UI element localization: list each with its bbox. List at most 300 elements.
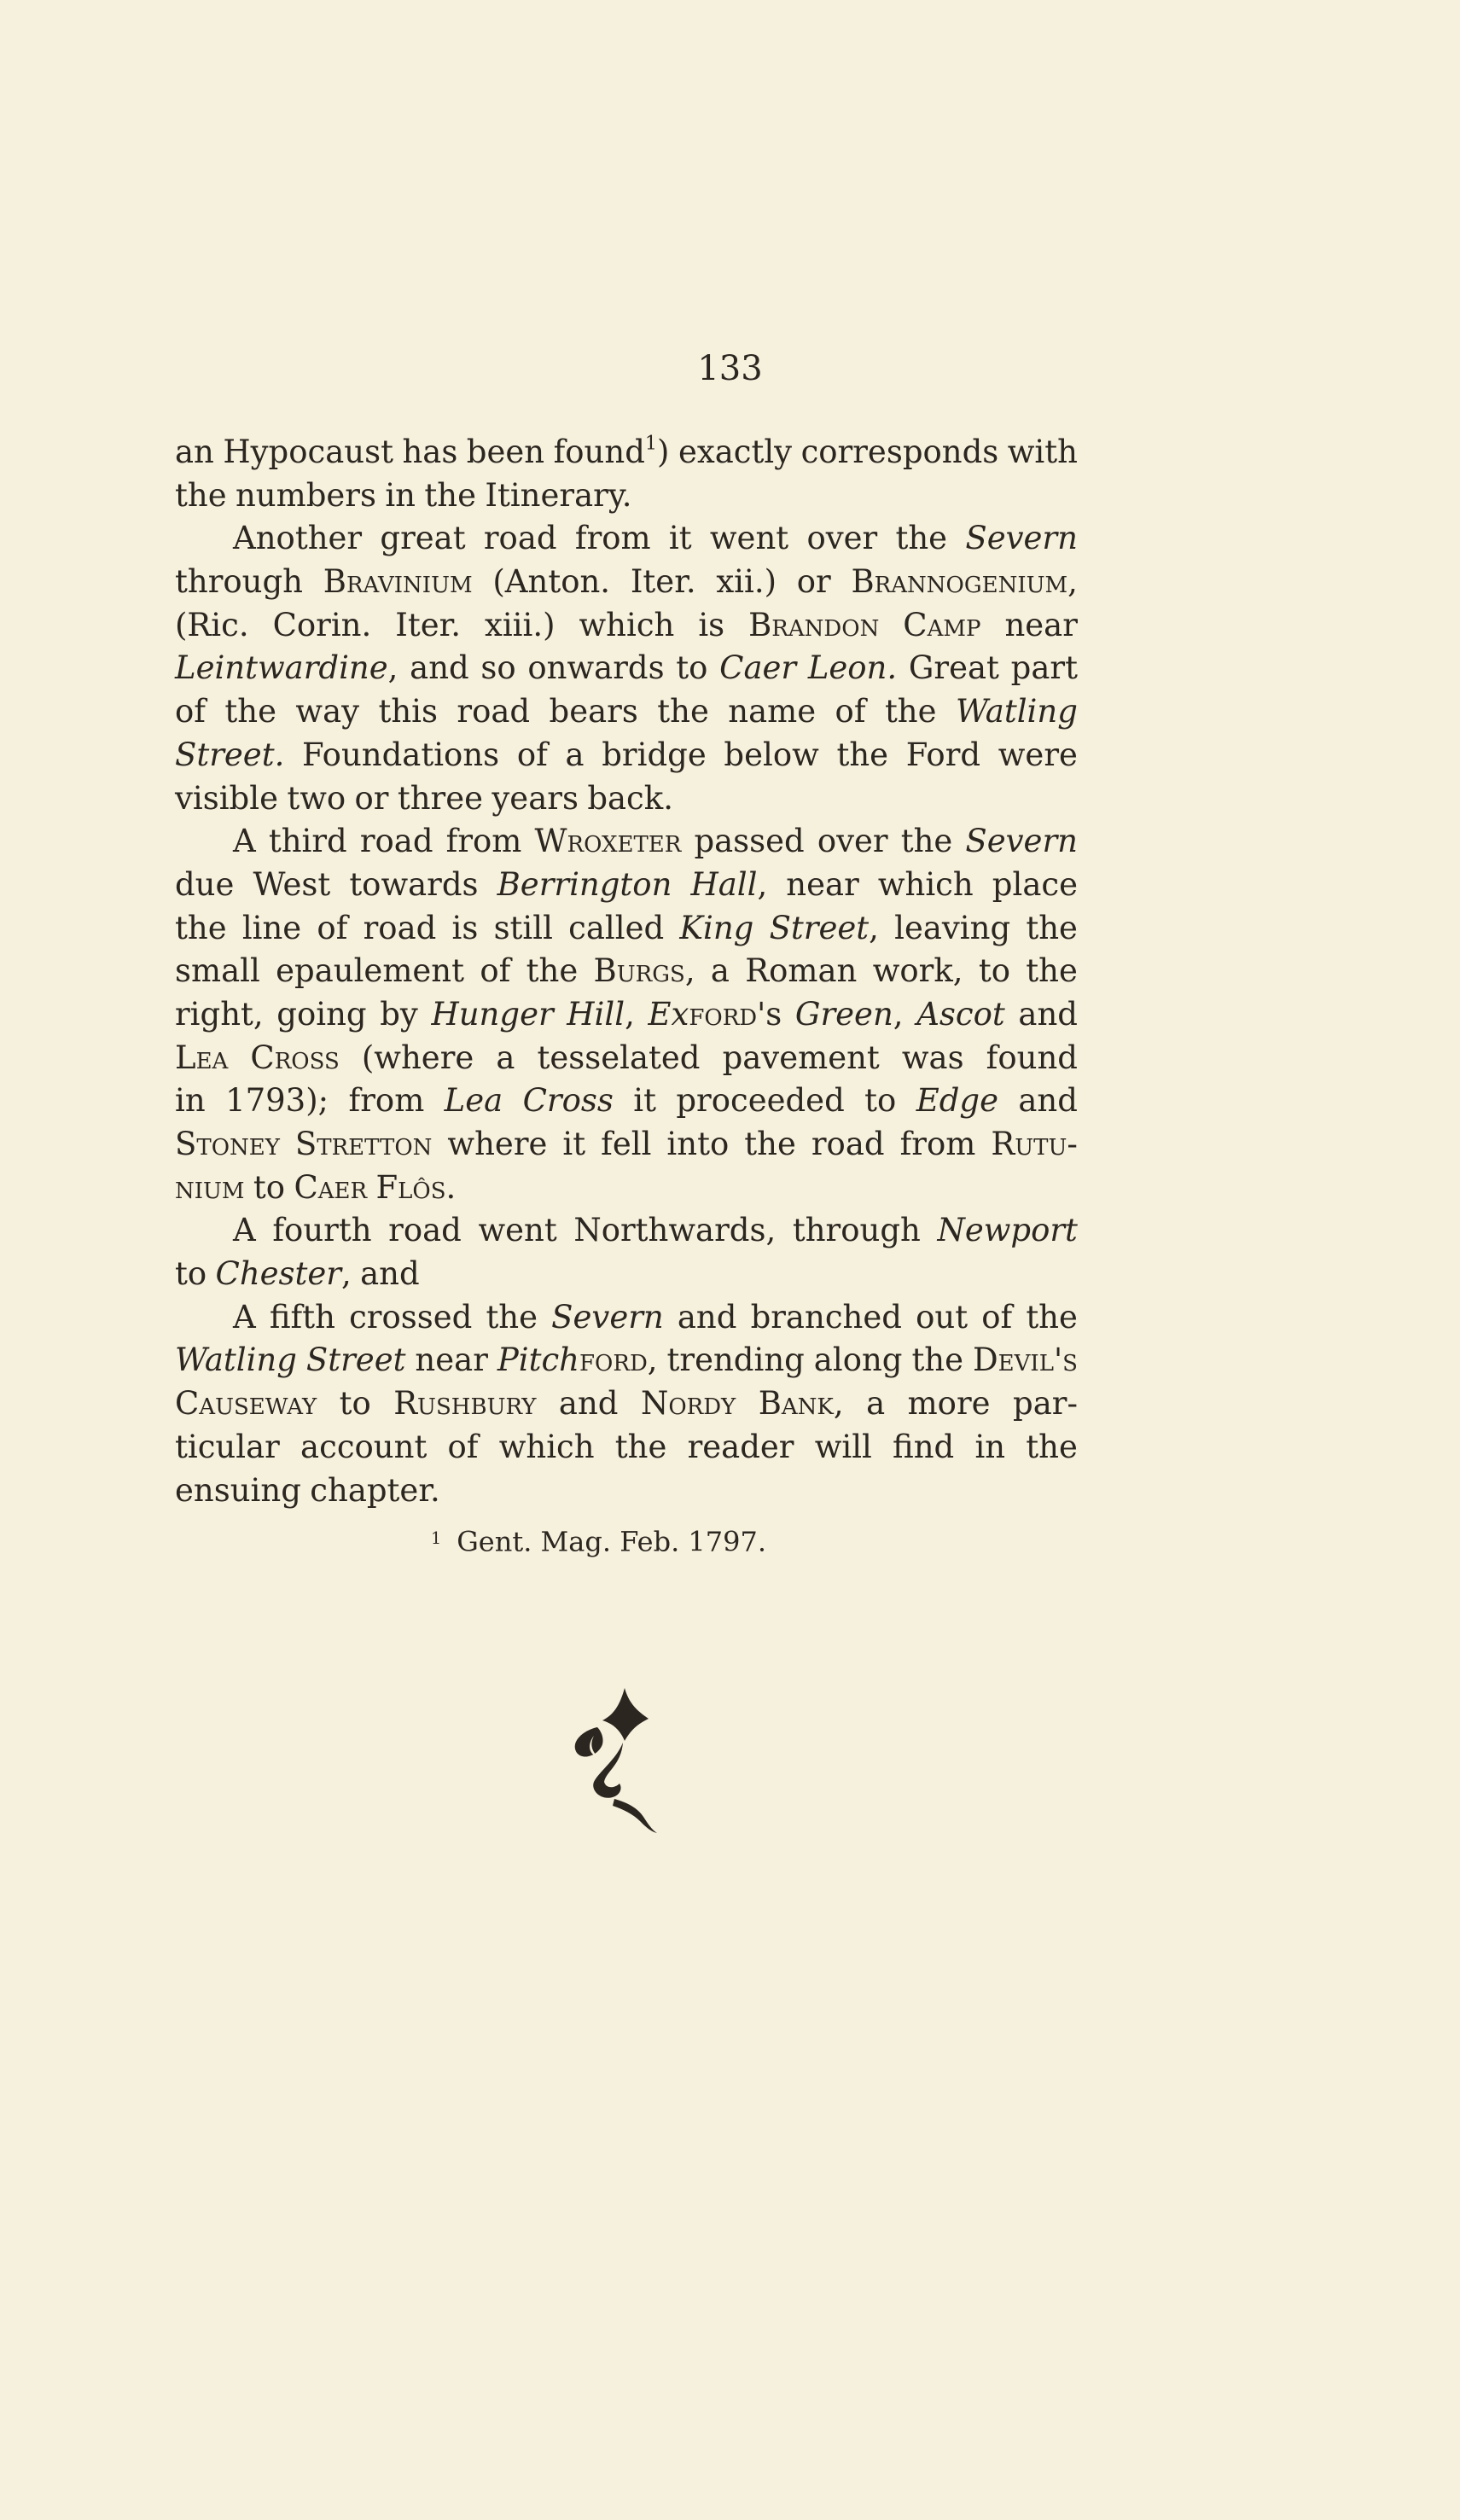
word-fragment: found (986, 1039, 1078, 1076)
word-fragment: the (224, 693, 276, 730)
word-fragment: which (579, 606, 675, 643)
text-line (175, 1426, 1078, 1470)
word (224, 690, 276, 734)
word (175, 907, 227, 951)
word-fragment: right, (175, 995, 264, 1033)
word (233, 1209, 256, 1253)
word-fragment: ensuing (175, 1471, 301, 1509)
word (1026, 907, 1078, 951)
word-fragment: the (175, 909, 227, 946)
word-fragment: and (410, 649, 469, 687)
word (415, 1339, 487, 1382)
word (981, 1296, 1012, 1340)
word-fragment: third (268, 823, 347, 860)
word-fragment: xiii.) (484, 606, 555, 643)
word (903, 604, 980, 648)
word-fragment: to (676, 649, 708, 687)
word-fragment: proceeded (676, 1082, 845, 1120)
word (965, 517, 1078, 561)
word-fragment: the (911, 1341, 964, 1379)
word (631, 561, 696, 604)
word-fragment: the (1026, 909, 1078, 946)
word-fragment: fourth (272, 1212, 372, 1249)
word (467, 431, 544, 474)
word (175, 734, 284, 777)
word-fragment: the (486, 1298, 538, 1336)
word-fragment: is (698, 606, 725, 643)
word (270, 1296, 335, 1340)
word-fragment: to (339, 1385, 371, 1423)
word (175, 1470, 301, 1513)
word-fragment: Newport (937, 1212, 1078, 1249)
word-fragment: Wroxeter (534, 823, 682, 860)
footnote (431, 1522, 766, 1559)
word-fragment: near (1004, 606, 1078, 643)
word-fragment: Cross (522, 1082, 614, 1120)
text-line (175, 1253, 1078, 1296)
word (864, 1080, 896, 1123)
word (360, 820, 433, 864)
word-fragment: Berrington (497, 865, 672, 903)
fleuron-ornament-icon (563, 1681, 674, 1835)
word (965, 820, 1078, 864)
word-fragment: 1793); (225, 1082, 329, 1120)
word-fragment: part (1010, 649, 1078, 687)
word (393, 1382, 536, 1426)
word (349, 1296, 472, 1340)
word (873, 950, 963, 993)
word-fragment: road (483, 520, 557, 557)
word-fragment: back. (587, 779, 673, 817)
word (744, 1123, 796, 1167)
word-fragment: of (175, 693, 206, 730)
text-line (175, 777, 1078, 821)
word-fragment: road (363, 909, 437, 946)
word-fragment: chapter. (310, 1471, 440, 1509)
word-fragment: Street. (175, 736, 285, 773)
word (902, 1037, 964, 1080)
word (1011, 647, 1078, 690)
word-fragment: Severn (965, 520, 1078, 557)
word (711, 950, 730, 993)
word-fragment: going (276, 995, 367, 1033)
word-fragment: Hunger (431, 995, 554, 1033)
word-fragment: this (378, 693, 438, 730)
text-line (175, 517, 1078, 561)
word (678, 1296, 737, 1340)
word (250, 1037, 339, 1080)
word (669, 517, 692, 561)
word-fragment: xii.) (716, 563, 777, 601)
text-line (175, 734, 1078, 777)
word-fragment: were (998, 736, 1078, 773)
word (648, 993, 782, 1037)
word (364, 907, 437, 951)
word-fragment: Causeway (175, 1385, 317, 1423)
text-line (175, 1037, 1078, 1080)
word-fragment: Stoney (175, 1126, 280, 1162)
word-fragment: road (811, 1126, 885, 1162)
word-fragment: numbers (235, 476, 376, 514)
word-fragment: and (1018, 1082, 1078, 1120)
word (567, 993, 635, 1037)
word-fragment: epaulement (276, 952, 465, 990)
word-fragment: a (866, 1385, 886, 1423)
word-fragment: 's (757, 995, 782, 1033)
word-fragment: an (175, 434, 214, 470)
text-line (175, 820, 1078, 864)
word (986, 1037, 1078, 1080)
word-fragment: in (974, 1428, 1006, 1465)
word-fragment: the (175, 476, 227, 514)
word (287, 777, 346, 821)
word-fragment: Iter. (395, 606, 461, 643)
footnote-marker: 1 (431, 1528, 442, 1548)
text-line (175, 561, 1078, 604)
word (1018, 1080, 1078, 1123)
word (724, 734, 818, 777)
text-line (175, 1167, 1078, 1210)
word-fragment: was (901, 1039, 964, 1076)
word-fragment: it (668, 520, 692, 557)
word (575, 517, 651, 561)
word (478, 1209, 556, 1253)
word (641, 1382, 736, 1426)
word-fragment: Green (794, 995, 893, 1033)
word (269, 820, 347, 864)
word (770, 907, 879, 951)
word-fragment: place (992, 865, 1078, 903)
word-fragment: the (526, 952, 579, 990)
word-fragment: by (380, 995, 418, 1033)
word (526, 950, 579, 993)
word-fragment: Burgs (593, 952, 685, 990)
word (527, 647, 664, 690)
word (380, 517, 465, 561)
word (554, 431, 670, 474)
word (310, 1470, 439, 1513)
word (175, 1253, 206, 1296)
word (175, 1382, 317, 1426)
word-fragment: of (981, 1298, 1013, 1336)
word (723, 1037, 880, 1080)
word (1026, 1426, 1078, 1470)
word-fragment: road (388, 1212, 462, 1249)
word (895, 517, 947, 561)
word (175, 474, 227, 518)
word-fragment: to (864, 1082, 897, 1120)
word-fragment: work, (872, 952, 963, 990)
word-fragment: Lea (444, 1082, 503, 1120)
text-line (175, 907, 1078, 951)
word-fragment: Edge (916, 1082, 998, 1120)
text-line (175, 993, 1078, 1037)
word-fragment: ford (689, 995, 758, 1033)
word-fragment: of (447, 1428, 479, 1465)
text-line (175, 1339, 1078, 1382)
word (748, 604, 879, 648)
word (797, 561, 831, 604)
word (523, 1080, 614, 1123)
word (676, 1080, 844, 1123)
word-fragment: , (833, 1385, 844, 1423)
word (349, 1080, 425, 1123)
word-fragment: fifth (269, 1298, 335, 1336)
word-fragment: and (1018, 995, 1078, 1033)
word-fragment: , (647, 1341, 658, 1379)
word-fragment: Hall (690, 865, 758, 903)
word (815, 1426, 872, 1470)
word (979, 950, 1010, 993)
word (759, 1382, 844, 1426)
word (410, 647, 469, 690)
word (445, 1080, 503, 1123)
word-fragment: a (710, 952, 730, 990)
word (906, 734, 980, 777)
word-fragment: Ford (905, 736, 981, 773)
word (424, 474, 476, 518)
word-fragment: onwards (527, 649, 665, 687)
word (678, 431, 792, 474)
word (551, 1296, 664, 1340)
word-fragment: A (233, 823, 256, 860)
word (385, 474, 416, 518)
word (378, 690, 438, 734)
word-fragment: went (709, 520, 789, 557)
word-fragment: it (562, 1126, 586, 1162)
word (991, 1123, 1078, 1167)
word-fragment: account (300, 1428, 428, 1465)
word (676, 647, 707, 690)
word (878, 864, 974, 907)
word-fragment: Ascot (916, 995, 1005, 1033)
word-fragment: called (568, 909, 665, 946)
word-fragment: visible (175, 779, 278, 817)
page-number: 133 (697, 349, 763, 388)
word (559, 1382, 619, 1426)
word (447, 1123, 547, 1167)
word (806, 517, 877, 561)
word-fragment: fell (601, 1126, 652, 1162)
word (457, 690, 530, 734)
word-fragment: the (744, 1126, 796, 1162)
word (236, 474, 376, 518)
word-fragment: a (565, 736, 585, 773)
word-fragment: , (757, 865, 768, 903)
word (851, 561, 1077, 604)
word-fragment: went (478, 1212, 557, 1249)
word-fragment: ) (657, 434, 670, 470)
word-fragment: through (175, 563, 304, 601)
body-text (175, 431, 1078, 1512)
word-fragment: the (1026, 1298, 1078, 1336)
word (550, 690, 638, 734)
word (1013, 1382, 1078, 1426)
text-line (175, 1296, 1078, 1340)
word (937, 1209, 1077, 1253)
word (538, 1037, 701, 1080)
word (992, 864, 1078, 907)
word (395, 604, 461, 648)
text-line (175, 1470, 1078, 1513)
word (485, 604, 555, 648)
word (633, 1080, 656, 1123)
word (893, 1426, 954, 1470)
word (836, 734, 888, 777)
word (1026, 950, 1078, 993)
word-fragment: A (233, 1298, 256, 1336)
word-fragment: to (253, 1168, 286, 1206)
word (486, 1296, 538, 1340)
word-fragment: to (978, 952, 1010, 990)
word (175, 561, 303, 604)
footnote-text: Gent. Mag. Feb. 1797. (457, 1525, 767, 1558)
word (294, 1167, 367, 1210)
word (1026, 1296, 1078, 1340)
word-fragment: Watling (955, 693, 1078, 730)
word (909, 647, 999, 690)
word (223, 431, 393, 474)
word-fragment: trending (666, 1341, 805, 1379)
word-fragment: or (354, 779, 389, 817)
word-fragment: will (814, 1428, 872, 1465)
word-fragment: (Anton. (492, 563, 611, 601)
word-fragment: tesselated (537, 1039, 701, 1076)
word-fragment: A (233, 1212, 256, 1249)
word-fragment: pavement (722, 1039, 880, 1076)
word (175, 1080, 206, 1123)
text-line (175, 647, 1078, 690)
word-fragment: branched (750, 1298, 902, 1336)
word-fragment: leaving (894, 909, 1011, 946)
word-fragment: the (836, 736, 889, 773)
word (360, 1253, 420, 1296)
word (448, 1426, 479, 1470)
word (710, 517, 788, 561)
word-fragment: Bank (758, 1385, 834, 1423)
word (273, 604, 372, 648)
word (276, 950, 464, 993)
word (175, 690, 206, 734)
word-fragment: more (907, 1385, 991, 1423)
word (380, 993, 418, 1037)
word-fragment: Bravinium (323, 563, 473, 601)
word (835, 690, 866, 734)
word (175, 431, 214, 474)
word-fragment: has (402, 434, 458, 470)
word (801, 431, 999, 474)
word (900, 1123, 976, 1167)
word-fragment: below (724, 736, 819, 773)
footnote-reference: 1 (644, 432, 658, 455)
word-fragment: Lea (175, 1039, 229, 1076)
word (694, 820, 804, 864)
word (300, 1426, 427, 1470)
word-fragment: of (480, 952, 511, 990)
word (302, 734, 499, 777)
word-fragment: three (397, 779, 484, 817)
word-fragment: nium (175, 1168, 245, 1206)
word-fragment: , (893, 995, 904, 1033)
word-fragment: Rushbury (393, 1385, 537, 1423)
word-fragment: Camp (903, 606, 981, 643)
text-line (175, 1080, 1078, 1123)
word (388, 1209, 462, 1253)
word-fragment: Rutu- (991, 1126, 1078, 1162)
word-fragment: over (806, 520, 878, 557)
word-fragment: ticular (175, 1428, 280, 1465)
word (452, 907, 479, 951)
word (492, 777, 579, 821)
word-fragment: the (424, 476, 476, 514)
word-fragment: road (457, 693, 531, 730)
word-fragment: Northwards, (573, 1212, 777, 1249)
word (601, 1123, 651, 1167)
word (568, 907, 664, 951)
word (566, 734, 585, 777)
word-fragment: from (348, 1082, 425, 1120)
word-fragment: Chester (215, 1255, 341, 1293)
word-fragment: from (445, 823, 522, 860)
text-line (175, 690, 1078, 734)
word-fragment: par- (1013, 1385, 1078, 1423)
word-fragment: the (1026, 1428, 1078, 1465)
word-fragment: along (813, 1341, 903, 1379)
word-fragment: Roman (745, 952, 858, 990)
word (494, 907, 553, 951)
word (497, 1339, 658, 1382)
word (911, 1339, 963, 1382)
word-fragment: , (869, 909, 879, 946)
word-fragment: which (877, 865, 974, 903)
word-fragment: into (666, 1126, 730, 1162)
word-fragment: Brandon (748, 606, 880, 643)
text-line (175, 474, 1078, 518)
word (562, 1123, 585, 1167)
word (497, 864, 672, 907)
word-fragment: , (625, 995, 635, 1033)
word-fragment: Foundations (302, 736, 500, 773)
word-fragment: due (175, 865, 235, 903)
word (175, 1426, 280, 1470)
word-fragment: and (360, 1255, 420, 1293)
word-fragment: it (633, 1082, 656, 1120)
word (340, 1382, 371, 1426)
word-fragment: from (574, 520, 651, 557)
word-fragment: been (466, 434, 545, 470)
word-fragment: near (415, 1341, 488, 1379)
word-fragment: King (679, 909, 754, 946)
word-fragment: Severn (551, 1298, 664, 1336)
word-fragment: Severn (965, 823, 1078, 860)
word (719, 647, 796, 690)
word (492, 561, 610, 604)
word (973, 1339, 1078, 1382)
word (587, 777, 673, 821)
word (894, 907, 1010, 951)
word (306, 1339, 406, 1382)
word-fragment: West (253, 865, 331, 903)
word-fragment: with (1007, 434, 1078, 470)
word-fragment: Leon. (807, 649, 898, 687)
word (602, 734, 706, 777)
word (1004, 604, 1077, 648)
word-fragment: towards (349, 865, 479, 903)
word (908, 1382, 991, 1426)
word-fragment: where (447, 1126, 548, 1162)
word-fragment: of (317, 909, 348, 946)
word-fragment: out (916, 1298, 968, 1336)
